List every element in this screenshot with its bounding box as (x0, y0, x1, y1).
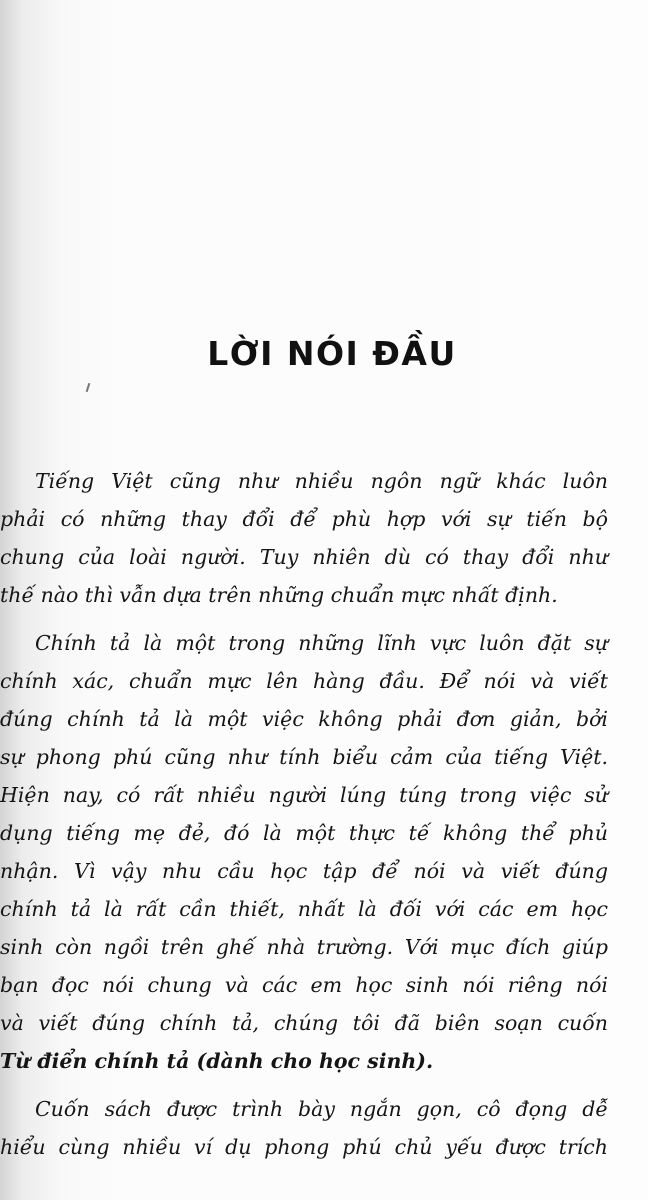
text-line: đúng chính tả là một việc không phải đơn giản, bởi (0, 707, 608, 731)
text-line: bạn đọc nói chung và các em học sinh nói riêng nói (0, 973, 608, 997)
text-line: dụng tiếng mẹ đẻ, đó là một thực tế không thể phủ (0, 821, 608, 845)
text-line: và viết đúng chính tả, chúng tôi đã biên soạn cuốn (0, 1011, 608, 1035)
text-line: Chính tả là một trong những lĩnh vực luôn đặt sự (35, 631, 608, 655)
book-title-line: Từ điển chính tả (dành cho học sinh). (0, 1049, 434, 1073)
text-line: chính tả là rất cần thiết, nhất là đối với các em học (0, 897, 608, 921)
page-title: LỜI NÓI ĐẦU (207, 334, 457, 373)
text-line: chính xác, chuẩn mực lên hàng đầu. Để nói và viết (0, 669, 608, 693)
text-line: phải có những thay đổi để phù hợp với sự tiến bộ (0, 507, 608, 531)
paragraph-3 (0, 1090, 608, 1166)
paragraph-1 (0, 462, 608, 614)
text-line: hiểu cùng nhiều ví dụ phong phú chủ yếu được trích (0, 1135, 608, 1159)
text-line: thế nào thì vẫn dựa trên những chuẩn mực nhất định. (0, 583, 558, 607)
text-line: sự phong phú cũng như tính biểu cảm của tiếng Việt. (0, 745, 608, 769)
paragraph-2 (0, 624, 608, 1080)
text-line: chung của loài người. Tuy nhiên dù có thay đổi như (0, 545, 608, 569)
text-line: sinh còn ngồi trên ghế nhà trường. Với mục đích giúp (0, 935, 608, 959)
text-line: nhận. Vì vậy nhu cầu học tập để nói và viết đúng (0, 859, 608, 883)
text-line: Cuốn sách được trình bày ngắn gọn, cô đọng dễ (35, 1097, 608, 1121)
stray-ink-mark (86, 383, 91, 392)
body-text (0, 462, 608, 1176)
text-line: Hiện nay, có rất nhiều người lúng túng trong việc sử (0, 783, 608, 807)
text-line: Tiếng Việt cũng như nhiều ngôn ngữ khác luôn (35, 469, 608, 493)
